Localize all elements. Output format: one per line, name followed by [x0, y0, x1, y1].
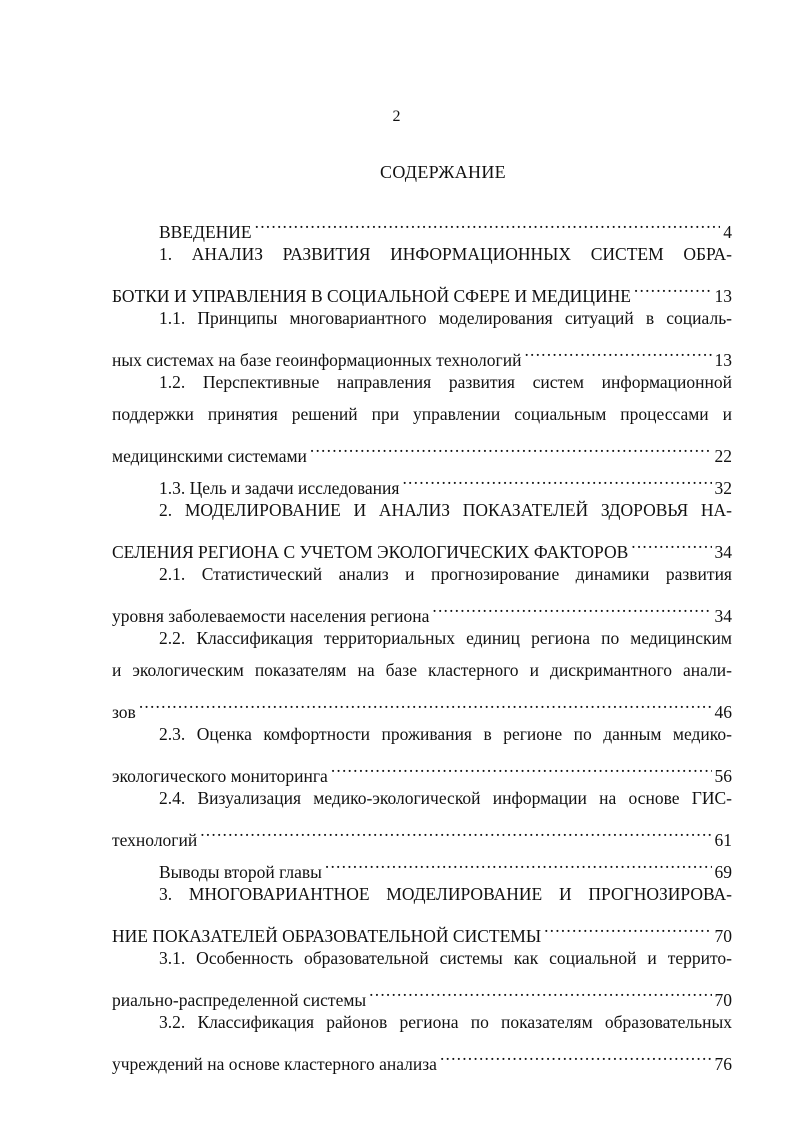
toc-entry-line	[112, 910, 732, 946]
dot-leader	[524, 334, 711, 366]
toc-entry-line	[112, 750, 732, 786]
toc-entry-line	[112, 846, 732, 882]
toc-entry-line	[112, 494, 732, 526]
dot-leader	[440, 1038, 712, 1070]
toc-entry-line	[112, 430, 732, 466]
toc-entry-text: БОТКИ И УПРАВЛЕНИЯ В СОЦИАЛЬНОЙ СФЕРЕ И МЕДИЦИНЕ	[112, 286, 631, 306]
toc-entry-text: 1.1. Принципы многовариантного моделирования ситуаций в социаль-	[159, 308, 732, 328]
toc-entry-line	[112, 718, 732, 750]
dot-leader	[402, 462, 711, 494]
toc-page-ref: 34	[714, 542, 732, 562]
toc-entry-text: 1. АНАЛИЗ РАЗВИТИЯ ИНФОРМАЦИОННЫХ СИСТЕМ ОБРА-	[159, 244, 732, 264]
toc-entry[interactable]	[112, 846, 732, 882]
toc-entry-text: 2.2. Классификация территориальных единиц региона по медицинским	[159, 628, 732, 648]
toc-page-ref: 13	[714, 350, 732, 370]
table-of-contents	[112, 206, 732, 1074]
toc-entry[interactable]	[112, 718, 732, 786]
toc-entry-text: и экологическим показателям на базе кластерного и дискримантного анали-	[112, 660, 732, 680]
toc-entry-text: 1.2. Перспективные направления развития систем информационной	[159, 372, 732, 392]
toc-entry-text: СЕЛЕНИЯ РЕГИОНА С УЧЕТОМ ЭКОЛОГИЧЕСКИХ ФАКТОРОВ	[112, 542, 629, 562]
page-number: 2	[392, 108, 401, 125]
toc-page-ref: 32	[714, 478, 732, 498]
toc-entry[interactable]	[112, 238, 732, 306]
toc-entry-text: 3.2. Классификация районов региона по показателям образовательных	[159, 1012, 732, 1032]
toc-entry-line	[112, 814, 732, 850]
toc-entry-line	[112, 398, 732, 430]
toc-entry-line	[112, 782, 732, 814]
toc-entry-line	[112, 238, 732, 270]
toc-page-ref: 13	[714, 286, 732, 306]
toc-entry-text: риально-распределенной системы	[112, 990, 367, 1010]
dot-leader	[634, 270, 712, 302]
toc-entry-text: 2. МОДЕЛИРОВАНИЕ И АНАЛИЗ ПОКАЗАТЕЛЕЙ ЗДОРОВЬЯ НА-	[159, 500, 732, 520]
toc-entry[interactable]	[112, 622, 732, 722]
toc-entry-text: учреждений на основе кластерного анализа	[112, 1054, 437, 1074]
toc-entry[interactable]	[112, 878, 732, 946]
toc-entry[interactable]	[112, 494, 732, 562]
toc-entry-text: 2.1. Статистический анализ и прогнозирование динамики развития	[159, 564, 732, 584]
toc-page-ref: 69	[714, 862, 732, 882]
toc-entry-line	[112, 686, 732, 722]
toc-entry-line	[112, 302, 732, 334]
toc-title: СОДЕРЖАНИЕ	[380, 162, 506, 182]
toc-page-ref: 22	[714, 446, 732, 466]
toc-entry[interactable]	[112, 782, 732, 850]
toc-entry-line	[112, 974, 732, 1010]
toc-entry-line	[112, 1038, 732, 1074]
dot-leader	[544, 910, 711, 942]
toc-entry-text: 3.1. Особенность образовательной системы как социальной и террито-	[159, 948, 732, 968]
toc-page-ref: 34	[714, 606, 732, 626]
toc-entry[interactable]	[112, 206, 732, 242]
toc-entry-line	[112, 334, 732, 370]
dot-leader	[331, 750, 712, 782]
toc-entry-text: ных системах на базе геоинформационных технологий	[112, 350, 522, 370]
dot-leader	[255, 206, 721, 238]
toc-page-ref: 56	[714, 766, 732, 786]
toc-entry-text: уровня заболеваемости населения региона	[112, 606, 430, 626]
toc-entry-line	[112, 622, 732, 654]
toc-entry-line	[112, 1006, 732, 1038]
toc-entry-text: медицинскими системами	[112, 446, 307, 466]
toc-page-ref: 4	[723, 222, 732, 242]
toc-entry-text: 1.3. Цель и задачи исследования	[159, 478, 400, 498]
toc-entry-text: Выводы второй главы	[159, 862, 322, 882]
toc-entry[interactable]	[112, 942, 732, 1010]
toc-entry-line	[112, 590, 732, 626]
toc-entry-text: поддержки принятия решений при управлении социальным процессами и	[112, 404, 732, 424]
dot-leader	[325, 846, 712, 878]
toc-entry[interactable]	[112, 366, 732, 466]
toc-entry-line	[112, 366, 732, 398]
dot-leader	[432, 590, 711, 622]
toc-entry-text: зов	[112, 702, 136, 722]
toc-entry-line	[112, 206, 732, 242]
toc-entry-text: технологий	[112, 830, 198, 850]
toc-entry[interactable]	[112, 302, 732, 370]
toc-page-ref: 61	[714, 830, 732, 850]
toc-entry-text: 2.4. Визуализация медико-экологической информации на основе ГИС-	[159, 788, 732, 808]
toc-entry-text: ВВЕДЕНИЕ	[159, 222, 252, 242]
toc-entry-line	[112, 526, 732, 562]
dot-leader	[200, 814, 711, 846]
toc-entry[interactable]	[112, 558, 732, 626]
toc-entry[interactable]	[112, 1006, 732, 1074]
toc-page-ref: 76	[714, 1054, 732, 1074]
toc-page-ref: 46	[714, 702, 732, 722]
toc-entry-line	[112, 878, 732, 910]
toc-entry-line	[112, 654, 732, 686]
toc-entry-text: 2.3. Оценка комфортности проживания в регионе по данным медико-	[159, 724, 732, 744]
toc-page-ref: 70	[714, 990, 732, 1010]
toc-page-ref: 70	[714, 926, 732, 946]
dot-leader	[139, 686, 712, 718]
dot-leader	[369, 974, 711, 1006]
toc-entry-line	[112, 270, 732, 306]
toc-entry-line	[112, 558, 732, 590]
dot-leader	[310, 430, 712, 462]
toc-entry-text: НИЕ ПОКАЗАТЕЛЕЙ ОБРАЗОВАТЕЛЬНОЙ СИСТЕМЫ	[112, 926, 542, 946]
toc-entry-line	[112, 942, 732, 974]
toc-entry-text: экологического мониторинга	[112, 766, 328, 786]
toc-entry-text: 3. МНОГОВАРИАНТНОЕ МОДЕЛИРОВАНИЕ И ПРОГНОЗИРОВА-	[159, 884, 732, 904]
dot-leader	[631, 526, 711, 558]
